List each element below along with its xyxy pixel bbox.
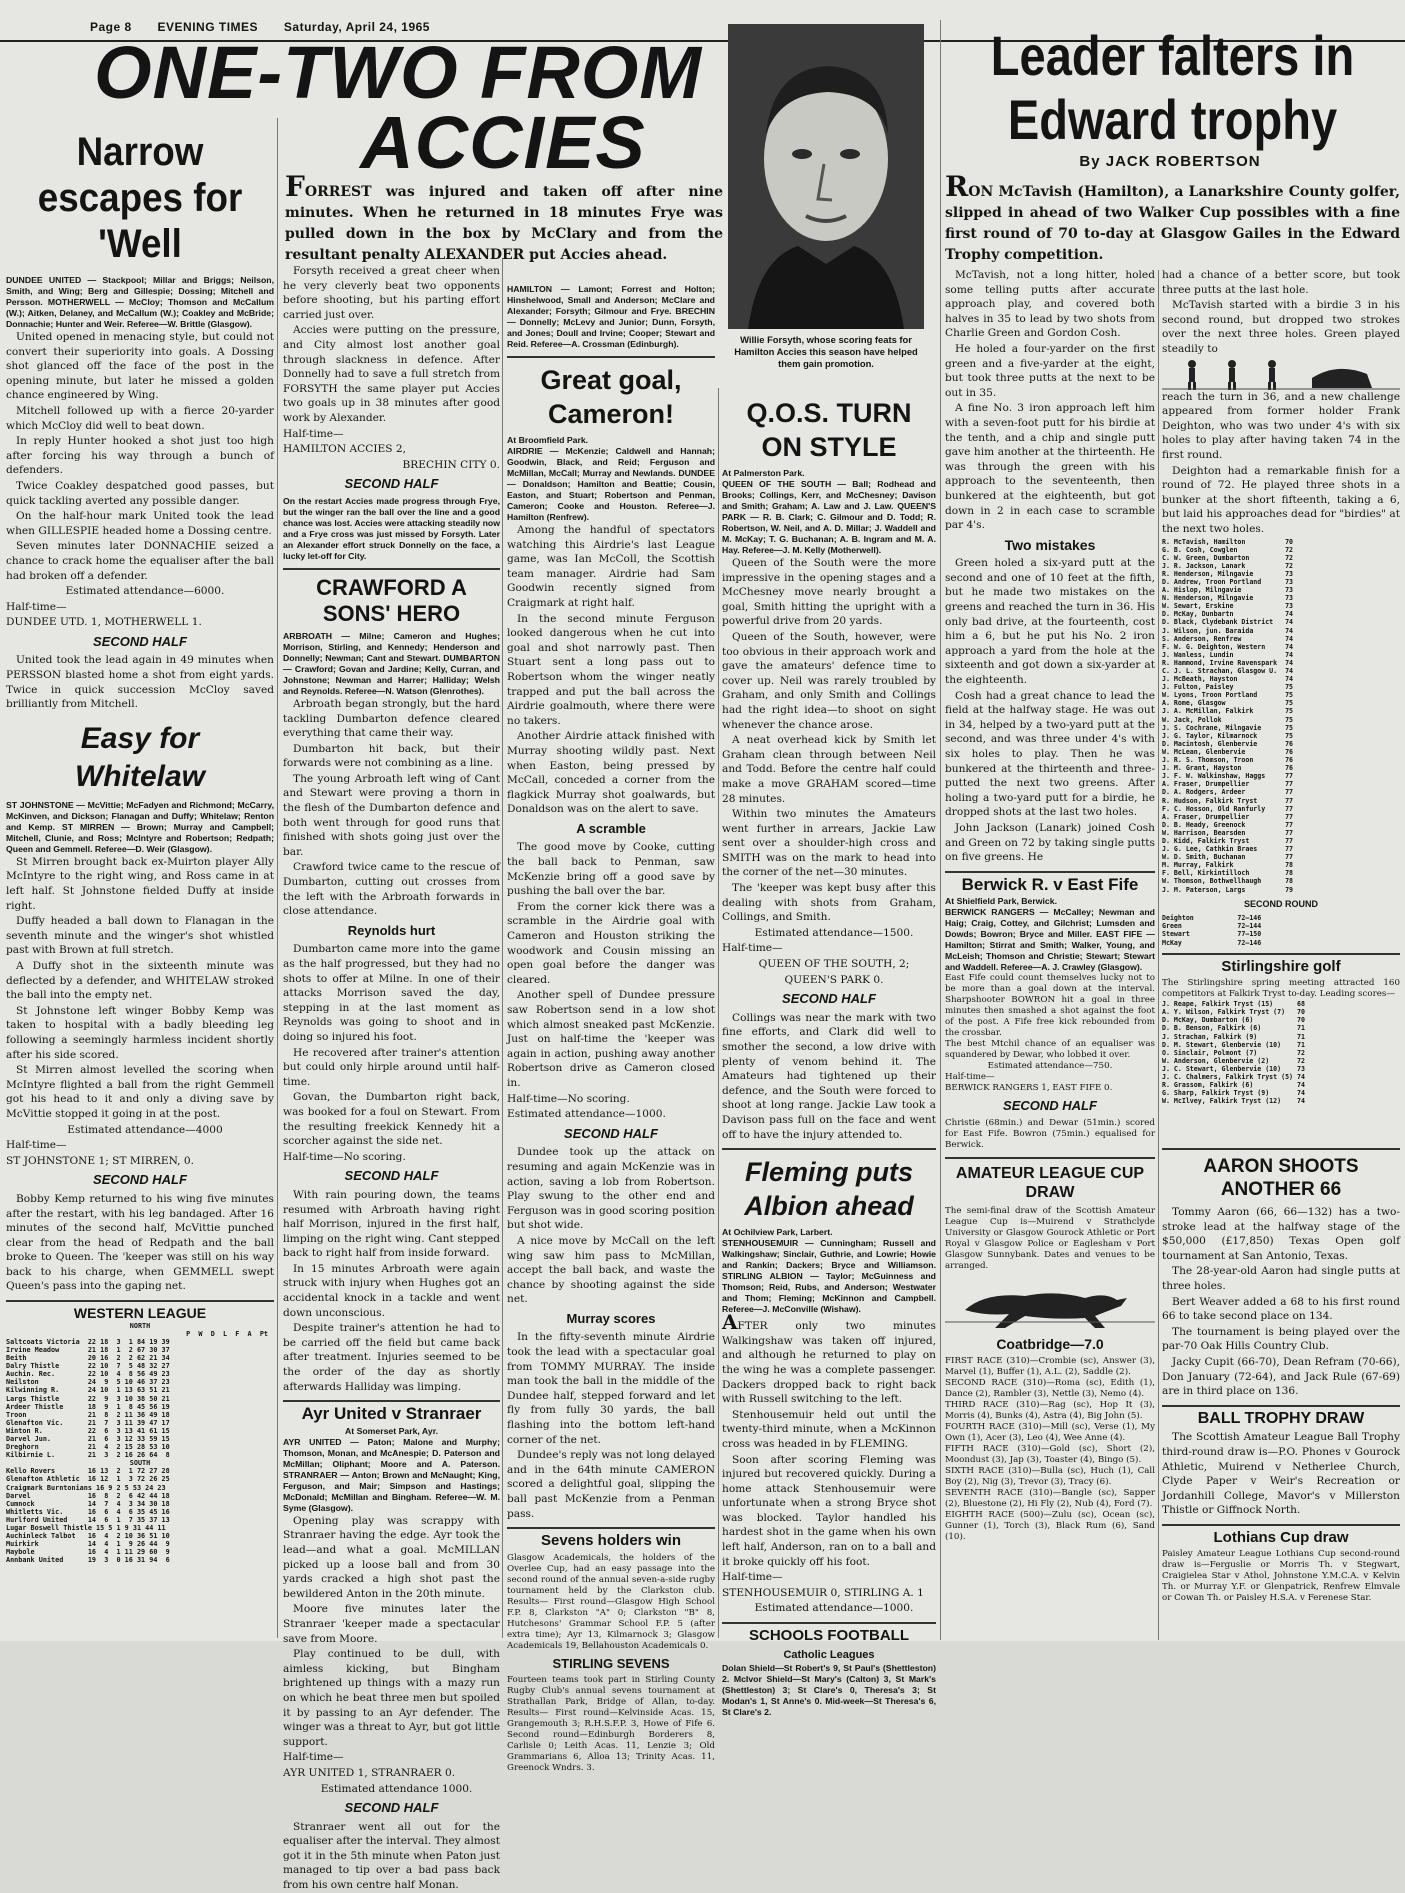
amateur-text: The semi-final draw of the Scottish Amateur League Cup is—Muirend v Strathclyde University or Glasgow Gourock Athletic or Port Royal v Glasgow Police or Eaglesham v Port Glasgow Sunnybank. Dates and venues to be arranged.	[945, 1205, 1155, 1271]
main-second-half-text: On the restart Accies made progress through Frye, but the winger ran the ball over the line and a good chance was lost. Accies were attacking steadily now and a Frye cross was just missed by Forsyth. Later an Alexander effort struck Donnelly on the face, a lucky let-off for City.	[283, 495, 500, 561]
berwick-para: The best Mtchil chance of an equaliser was squandered by Dewar, who lobbed it over.	[945, 1039, 1155, 1061]
ayr-attendance: Estimated attendance 1000.	[320, 1782, 473, 1795]
stirlingshire-rule	[1162, 953, 1400, 955]
crawford-para: Dumbarton came more into the game as the half progressed, but they had no shots to offer at Milne. In one of their attacks Morrison saved the day, stepping in at the last moment as Reynolds was going to shoot and in doing so injured his foot.	[283, 943, 500, 1043]
qos-headline-line-2: ON STYLE	[761, 432, 897, 462]
crawford-para: Despite trainer's attention he had to be carried off the field but came back after treatment. Injuries seemed to be the order of the day as shortly afterwards Halliday was limping.	[283, 1322, 500, 1393]
golf-para: Cosh had a great chance to lead the field at the halfway stage. He was out in 34, helped by a two-yard putt at the second, and was three under 4's with six holes to play. Then he was bunkered at the thirteenth and three-putted the next two greens. After holing a two-yard putt for a birdie, he dropped shots at the last two holes.	[945, 689, 1155, 819]
great-goal-para: In the second minute Ferguson looked dangerous when he cut into goal and shot narrowly past. Then Stuart sent a long pass out to Robertson whom the winger neatly trapped and put the ball across the Airdrie goalmouth, where there were no takers.	[507, 612, 715, 727]
golf-cont-para: McTavish started with a birdie 3 in his second round, but dropped two strokes over the next three holes. Green played steadily to	[1162, 299, 1400, 355]
golfers-illustration	[1162, 358, 1400, 390]
easy-headline-line-1: Easy for	[80, 721, 200, 755]
amateur-rule	[945, 1157, 1155, 1159]
schools-rule	[722, 1622, 936, 1624]
crawford-teams: ARBROATH — Milne; Cameron and Hughes; Morrison, Stirling, and Kennedy; Henderson and Donnelly; Newman; Cant and Stewart. DUMBARTON — Crawford; Govan and Jardine; Kelly, Curran, and Johnstone; Newman and Harrer; Halliday; Welsh and Reynolds. Referee—N. Watson (Glenrothes).	[283, 630, 500, 696]
fleming-teams: STENHOUSEMUIR — Cunningham; Russell and Walkingshaw; Sinclair, Guthrie, and Lowrie; Howie and Rankin; Dackers; Bryce and Williamson. STIRLING ALBION — Taylor; McGuinness and Thomson; Reid, Rubs, and Anderson; Westwater and Thom; Fleming; McKinnon and Campbell. Referee—J. McConville (Wishaw).	[722, 1238, 936, 1315]
easy-para: Bobby Kemp returned to his wing five minutes after the restart, with his leg bandaged. After 16 minutes of the second half, McVittie punched clear from the head of Redpath and the ball broke to Queen. The 'keeper was still on his way back to his charge, when GEMMELL swept Queen's pass into the gaping net.	[6, 1192, 274, 1293]
main-intro-drop-cap: F	[285, 170, 305, 203]
fleming-headline-line-1: Fleming puts	[745, 1157, 913, 1188]
great-goal-headline-line-2: Cameron!	[547, 399, 675, 429]
ayr-rule	[283, 1400, 500, 1402]
golf-intro	[945, 170, 1400, 266]
easy-para: St Mirren brought back ex-Muirton player Ally McIntyre to the right wing, and Ross came in at left half. St Johnstone fielded Duffy at inside right.	[6, 855, 274, 912]
main-intro	[285, 170, 723, 263]
greyhound-icon	[945, 1272, 1155, 1332]
great-goal-sub: A scramble	[576, 820, 646, 836]
crawford-halftime: Half-time—No scoring.	[283, 1150, 406, 1163]
second-round-title: SECOND ROUND	[1243, 898, 1318, 909]
easy-second-half: SECOND HALF	[93, 1172, 187, 1188]
crawford-sub: Reynolds hurt	[347, 922, 436, 938]
golf-para: John Jackson (Lanark) joined Cosh and Green on 72 by taking single putts on five greens. He	[945, 821, 1155, 864]
narrow-para: Mitchell followed up with a fierce 20-yarder which McCloy did well to beat down.	[6, 404, 274, 432]
golf-para: A fine No. 3 iron approach left him with a seven-foot putt for his birdie at the tenth, and a chip and single putt gave him another at the thirteenth. He was through the green with his approach to the seventeenth, then bunkered at the eighteenth, but got down in 2 in each case to scramble par 4's.	[945, 402, 1155, 532]
easy-teams: ST JOHNSTONE — McVittie; McFadyen and Richmond; McCarry, McKinven, and Dickson; Flanagan and Duffy; Whitelaw; Renton and Kemp. ST MIRREN — Brown; Murray and Campbell; Mitchell, Clunie, and Ross; McIntyre and Robertson; Redpath; Queen and Gemmell. Referee—D. Weir (Glasgow).	[6, 799, 274, 854]
great-goal-headline	[507, 363, 715, 431]
ayr-halftime: Half-time—	[283, 1751, 344, 1764]
golf-drop-cap: R	[945, 170, 969, 203]
sevens-headline: Sevens holders win	[540, 1532, 682, 1550]
column-rule	[718, 388, 719, 1638]
berwick-rule	[945, 871, 1155, 873]
narrow-para: On the half-hour mark United took the lead when GILLESPIE headed home a Dossing centre.	[6, 510, 274, 537]
sevens-text: Glasgow Academicals, the holders of the Overlee Cup, had an easy passage into the second round of the annual seven-a-side rugby tournament held by the Clarkston club. Results— First round—Glasgow High School F.P. 8, Clarkston "A" 0; Clarkston "B" 8, Hutchesons' Grammar School F.P. 5 (after extra time); Ayr 13, Kilmarnock 3; Glasgow Academicals 19, Bellahouston Academicals 0.	[507, 1552, 715, 1651]
fleming-attendance: Estimated attendance—1000.	[754, 1602, 914, 1615]
qos-para: Collings was near the mark with two fine efforts, and Clark did well to smother the second, a low drive with plenty of venom behind it. The Amateurs had tightened up their defence, and the South were forced to shoot at long range. Jackie Law took a Davison pass full on the face and went off to have the injury attended to.	[722, 1011, 936, 1141]
great-goal-sub: Murray scores	[566, 1310, 656, 1326]
qos-para: Queen of the South were the more impressive in the opening stages and a McChesney move nearly brought a goal, Smith hitting the upright with a powerful drive from 20 yards.	[722, 557, 936, 628]
easy-para: A Duffy shot in the sixteenth minute was deflected by a defender, and WHITELAW stroked the ball into the empty net.	[6, 960, 274, 1002]
aaron-para: Bert Weaver added a 68 to his first round 66 to take second place on 134.	[1162, 1295, 1400, 1323]
great-goal-second-half: SECOND HALF	[564, 1125, 658, 1141]
narrow-attendance: Estimated attendance—6000.	[65, 585, 225, 598]
narrow-para: United took the lead again in 49 minutes when PERSSON blasted home a shot from eight yards. Twice in quick succession McCloy saved brilliantly from Mitchell.	[6, 654, 274, 711]
great-goal-attendance: Estimated attendance—1000.	[507, 1108, 666, 1121]
main-score-1: HAMILTON ACCIES 2,	[283, 443, 406, 456]
great-goal-venue: At Broomfield Park.	[507, 435, 589, 445]
ayr-para: Play continued to be dull, with aimless kicking, but Bingham brightened up things with a mazy run on which he beat three men but spoiled it by passing to an Ayr defender. The winger was a threat to Ayr, but got little support.	[283, 1648, 500, 1748]
fleming-rule	[722, 1148, 936, 1150]
golf-intro-text: ON McTavish (Hamilton), a Lanarkshire County golfer, slipped in ahead of two Walker Cup possibles with a fine first round of 70 to-day at Glasgow Gailes in the Edward Trophy competition.	[945, 184, 1400, 263]
golf-headline-line-2: Edward trophy	[1007, 88, 1338, 151]
easy-para: St Johnstone left winger Bobby Kemp was taken to hospital with a badly bleeding leg following a seemingly harmless incident shortly after his side scored.	[6, 1004, 274, 1061]
golfers-icon	[1162, 358, 1400, 390]
ball-headline: BALL TROPHY DRAW	[1197, 1409, 1365, 1427]
column-rule	[940, 20, 941, 1640]
golf-headline-line-1: Leader falters in	[990, 24, 1355, 87]
main-second-half: SECOND HALF	[344, 476, 439, 492]
ayr-para: Stranraer went all out for the equaliser after the interval. They almost got it in the 5th minute when Paton just managed to tip over a bad pass back from his own centre half Monan.	[283, 1820, 500, 1892]
fleming-drop-cap: A	[722, 1310, 738, 1335]
golf-cont-para: had a chance of a better score, but took three putts at the last hole.	[1162, 269, 1400, 296]
byline: By JACK ROBERTSON	[1079, 153, 1261, 170]
ball-text: The Scottish Amateur League Ball Trophy third-round draw is—P.O. Phones v Gourock Athletic, Muirend v Netherlee Church, Clyde Paper v Weir's Recreation or Jordanhill College, Mavor's v Millerston Thistle or Giffnock North.	[1162, 1431, 1400, 1517]
golf-scores: R. McTavish, Hamilton 70 G. B. Cosh, Cowglen 72 C. W. Green, Dumbarton 72 J. R. Jackson, Lanark 72 R. Henderson, Milngavie 73 D. Andrew, Troon Portland 73 A. Hislop, Milngavie 73 N. Henderson, Milngavie 73 W. Sewart, Erskine 73 D. McKay, Dunbartn 74 D. Black, Clydebank District 74 J. Wilson, jun. Baraida 74 S. Anderson, Renfrew 74 F. W. G. Deighton, Western 74 J. Wanless, Lundin 74 R. Hammond, Irvine Ravenspark 74 C. J. L. Strachan, Glasgow U. 74 J. McBeath, Hayston 74 J. Fulton, Paisley 75 W. Lyons, Troon Portland 75 A. Rome, Glasgow 75 J. A. McMillan, Falkirk 75 W. Jack, Pollok 75 J. S. Cochrane, Milngavie 75 J. G. Taylor, Kilmarnock 75 D. Macintosh, Glenbervie 76 W. McLean, Glenbervie 76 J. R. S. Thomson, Troon 76 J. M. Grant, Hayston 76 J. F. W. Walkinshaw, Haggs 77 A. Fraser, Drumpellier 77 D. A. Rodgers, Ardeer 77 R. Hudson, Falkirk Tryst 77 F. C. Hosson, Old Ranfurly 77 A. Fraser, Drumpellier 77 D. B. Heady, Greenock 77 W. Harrison, Bearsden 77 D. Kidd, Falkirk Tryst 77 J. G. Lee, Cathkin Braes 77 W. D. Smith, Buchanan 77 M. Murray, Falkirk 78 F. Bell, Kirkintilloch 78 W. Thomson, Bothwellhaugh 78 J. M. Paterson, Largs 79	[1162, 537, 1294, 894]
column-6-lower	[1162, 1148, 1400, 1638]
fleming-venue: At Ochilview Park, Larbert.	[722, 1227, 833, 1238]
stirlingshire-headline: Stirlingshire golf	[1221, 957, 1341, 975]
qos-para: A neat overhead kick by Smith let Graham clean through between Neil and Todd. Before the centre half could make a move GRAHAM scored—time 28 minutes.	[722, 734, 936, 805]
column-2-body	[283, 264, 500, 1892]
great-goal-para: From the corner kick there was a scramble in the Airdrie goal with Cameron and Houston striking the woodwork and Cousin missing an open goal before the danger was cleared.	[507, 900, 715, 986]
easy-headline	[6, 720, 274, 796]
narrow-para: United opened in menacing style, but could not convert their superiority into goals. A Dossing shot glanced off the face of the post in the opening minute, but later he missed a golden chance engineered by Wing.	[6, 331, 274, 402]
golf-cont-para: Deighton had a remarkable finish for a round of 72. He played three shots in a bunker at the short fifteenth, taking a 6, but laid his approaches dead for "birdies" at the next two holes.	[1162, 464, 1400, 535]
qos-headline-line-1: Q.O.S. TURN	[746, 398, 912, 428]
fleming-para: Stenhousemuir held out until the twenty-third minute, when a McKinnon cross was headed in by FLEMING.	[722, 1408, 936, 1450]
greyhound-illustration	[945, 1272, 1155, 1332]
main-teams: HAMILTON — Lamont; Forrest and Holton; Hinshelwood, Small and Anderson; McClare and Alexander; Forsyth; Gilmour and Frye. BRECHIN — Donnelly; McLevy and Junior; Dunn, Forsyth, and Jones; Doull and Irvine; Cooper; Stewart and Reid. Referee—A. Crossman (Edinburgh).	[507, 284, 715, 349]
main-headline-line-1: ONE-TWO FROM	[93, 31, 702, 114]
golf-para: He holed a four-yarder on the first green and a five-yarder at the eight, but took three putts at the next to be out in 35.	[945, 342, 1155, 399]
western-north-table: Saltcoats Victoria 22 18 3 1 84 19 39 Irvine Meadow 21 18 1 2 67 30 37 Beith 20 16 2 2 62 21 34 Dalry Thistle 22 10 7 5 48 32 27 Auchin. Rec. 22 10 4 8 56 49 23 Neilston 24 9 5 10 46 37 23 Kilwinning R. 24 10 1 13 63 51 21 Largs Thistle 22 9 3 10 38 50 21 Ardeer Thistle 18 9 1 8 45 56 19 Troon 21 8 2 11 36 49 18 Glenafton Vic. 21 7 3 11 39 47 17 Winton R. 22 6 3 13 41 61 15 Darvel Jun. 21 6 3 12 33 59 15 Dreghorn 21 4 2 15 28 53 10 Kilbirnie L. 21 3 2 16 26 64 8	[6, 1337, 170, 1460]
crawford-para: Govan, the Dumbarton right back, was booked for a foul on Stewart. From the resulting freekick Kennedy hit a scorcher against the side net.	[283, 1091, 500, 1148]
crawford-para: Arbroath began strongly, but the hard tackling Dumbarton defence cleared everything that came their way.	[283, 697, 500, 740]
portrait-image	[728, 24, 924, 329]
qos-score-1: QUEEN OF THE SOUTH, 2;	[758, 958, 910, 971]
stirling-sevens-text: Fourteen teams took part in Stirling County Rugby Club's annual sevens tournament at Strathallan Park, Bridge of Allan, to-day. Results— First round—Kelvinside Acas. 15, Grangemouth 3; R.H.S.F.P. 3, Howe of Fife 6. Second round—Edinburgh Borderers 8, Carlisle 0; Leith Acas. 11, Lenzie 3; Old Grammarians 6, Alloa 13; Trinity Acas. 11, Greenock Wndrs. 3.	[507, 1675, 715, 1774]
column-3	[507, 284, 715, 1774]
narrow-para: Seven minutes later DONNACHIE seized a chance to crack home the equaliser after the ball had broken off a defender.	[6, 540, 274, 582]
western-rule	[6, 1300, 274, 1302]
easy-attendance: Estimated attendance—4000	[67, 1123, 223, 1136]
lothians-headline: Lothians Cup draw	[1213, 1528, 1349, 1546]
great-goal-para: A nice move by McCall on the left wing saw him pass to McMillan, accept the ball back, and waste the chance by shooting against the side net.	[507, 1234, 715, 1306]
berwick-second-half: SECOND HALF	[1003, 1098, 1097, 1114]
main-para: Accies were putting on the pressure, and City almost lost another goal through slackness in defence. After Donnelly had to save a full stretch from FORSYTH the same player put Accies two goals up in 38 minutes after good work by Alexander.	[283, 324, 500, 424]
fleming-para: Soon after scoring Fleming was injured but recovered quickly. During a home attack Stenhousemuir were unfortunate when a strong Bryce shot was blocked. Taylor handled his hardest shot in the game when his own left half, Anderson, ran on to a ball and it broke quickly off his foot.	[722, 1453, 936, 1568]
ayr-teams: AYR UNITED — Paton; Malone and Murphy; Thomson, Monan, and McAnespie; D. Paterson and McMillan; Oliphant; Moore and A. Paterson. STRANRAER — Anton; Brown and McNaught; King, Ferguson, and Mair; Simpson and Hastings; McDonald; McMillan and Bingham. Referee—W. M. Syme (Glasgow).	[283, 1436, 500, 1513]
aaron-para: The 28-year-old Aaron had single putts at three holes.	[1162, 1265, 1400, 1292]
player-photo	[728, 24, 924, 329]
berwick-para: East Fife could count themselves lucky not to be more than a goal down at the interval. Sharpshooter BOWRON hit a goal in three minutes then smashed a shot against the foot of the post. A Fife free kick rebounded from the crossbar.	[945, 973, 1155, 1039]
aaron-para: Jacky Cupit (66-70), Dean Refram (70-66), Don January (72-64), and Jack Rule (67-69) are in third place on 136.	[1162, 1355, 1400, 1398]
narrow-second-half: SECOND HALF	[93, 633, 187, 649]
western-north-label: NORTH	[129, 1321, 151, 1330]
amateur-headline: AMATEUR LEAGUE CUP DRAW	[955, 1164, 1145, 1201]
western-cols: P W D L F A Pt	[186, 1329, 268, 1338]
column-5	[945, 268, 1155, 1638]
crawford-headline: CRAWFORD A SONS' HERO	[316, 574, 467, 626]
qos-score-2: QUEEN'S PARK 0.	[784, 973, 884, 986]
schools-headline: SCHOOLS FOOTBALL	[749, 1627, 909, 1645]
column-1	[6, 118, 274, 1638]
berwick-second-half-text: Christie (68min.) and Dewar (51min.) scored for East Fife. Bowron (75min.) equalised for Berwick.	[945, 1117, 1155, 1150]
stirlingshire-text: The Stirlingshire spring meeting attracted 160 competitors at Falkirk Tryst to-day. Leading scores—	[1162, 978, 1400, 1000]
great-goal-para: Among the handful of spectators watching this Airdrie's last League game, was Ian McColl, the Scottish team manager. Airdrie had Sam Goodwin recently signed from Craigmark at right half.	[507, 524, 715, 609]
fleming-para	[722, 1310, 936, 1407]
schools-sub: Catholic Leagues	[783, 1648, 875, 1661]
crawford-para: Crawford twice came to the rescue of Dumbarton, cutting out crosses from the left with the Arbroath forwards in close attendance.	[283, 861, 500, 918]
main-halftime: Half-time—	[283, 427, 344, 440]
coatbridge-headline: Coatbridge—7.0	[996, 1335, 1104, 1352]
main-intro-text: ORREST was injured and taken off after nine minutes. When he returned in 18 minutes Frye was pulled down in the box by McClary and from the resultant penalty ALEXANDER put Accies ahead.	[285, 184, 723, 263]
ayr-para: Opening play was scrappy with Stranraer having the edge. Ayr took the lead—and what a goal. McMILLAN picked up a loose ball and from 30 yards cracked a high shot past the bewildered Anton in the 20th minute.	[283, 1514, 500, 1600]
fleming-halftime: Half-time—	[722, 1571, 783, 1584]
berwick-teams: BERWICK RANGERS — McCalley; Newman and Haig; Craig, Cottey, and Gilchrist; Lumsden and Dowds; Bowron; Bryce and Miller. EAST FIFE — Hamilton; Stirrat and Smith; Walker, Young, and McLeish; Thomson and Christie; Stewart; Stewart and Waddell. Referee—A. J. Crawley (Glasgow).	[945, 907, 1155, 973]
sevens-rule	[507, 1527, 715, 1529]
great-goal-para: Dundee took up the attack on resuming and again McKenzie was in action, saving a lob from Robertson. Play swung to the other end and Ferguson was in good scoring position but shot wide.	[507, 1146, 715, 1232]
narrow-para: Twice Coakley despatched good passes, but quick tackling averted any possible danger.	[6, 479, 274, 507]
golf-para: Green holed a six-yard putt at the second and one of 10 feet at the fifth, but he made two mistakes on the greens and reached the turn in 36. His only bad drive, at the fourteenth, cost him a 6, but he put his No. 2 iron approach a yard from the hole at the sixteenth and got down a six-yarder at the eighteenth.	[945, 557, 1155, 687]
ayr-headline: Ayr United v Stranraer	[301, 1404, 482, 1424]
stirling-sevens-headline: STIRLING SEVENS	[552, 1655, 670, 1671]
qos-para: The 'keeper was kept busy after this dealing with shots from Graham, Collings, and Smith.	[722, 882, 936, 924]
berwick-venue: At Shielfield Park, Berwick.	[945, 896, 1058, 907]
narrow-score: DUNDEE UTD. 1, MOTHERWELL 1.	[6, 616, 202, 629]
golf-sub: Two mistakes	[1004, 536, 1096, 553]
great-goal-teams: AIRDRIE — McKenzie; Caldwell and Hannah; Goodwin, Black, and Reid; Ferguson and McMillan, McCall; Murray and Newlands. DUNDEE — Donaldson; Hamilton and Beattie; Cousin, Easton, and Stuart; Robertson and Penman, Cameron; Cooke and Houston. Referee—J. Hamilton (Renfrew).	[507, 446, 715, 522]
narrow-halftime: Half-time—	[6, 600, 67, 613]
crawford-second-half: SECOND HALF	[344, 1168, 439, 1184]
crawford-para: With rain pouring down, the teams resumed with Arbroath having right half Morrison, injured in the first half, limping on the right wing. Cant stepped back to right half from inside forward.	[283, 1188, 500, 1260]
great-goal-rule	[507, 356, 715, 358]
column-rule	[1158, 270, 1159, 1640]
coatbridge-races: FIRST RACE (310)—Crombie (sc), Answer (3), Marvel (1), Buffer (1), A.L. (2), Saddle (2). SECOND RACE (310)—Roma (sc), Edith (1), Dance (2), Rambler (3), Nettle (3), Nemo (4). THIRD RACE (310)—Rag (sc), Hop It (3), Morris (4), Bunks (4), Astra (4), Big John (5). FOURTH RACE (310)—Mill (sc), Verse (1), My Own (1), Acer (3), Leo (4), Wee Anne (4). FIFTH RACE (310)—Gold (sc), Short (2), Moondust (3), Jap (3), Toaster (4), Bingo (5). SIXTH RACE (310)—Bulla (sc), Huch (1), Call Boy (2), Nig (3), Trevor (3), Tracy (6). SEVENTH RACE (310)—Bangle (sc), Sapper (2), Bluestone (2), Hi Fly (2), Nub (4), Ford (7). EIGHTH RACE (500)—Zulu (sc), Ocean (sc), Gunner (1), Torch (3), Black Rum (6), Sand (10).	[945, 1355, 1155, 1542]
main-score-2: BRECHIN CITY 0.	[402, 458, 500, 471]
column-rule	[277, 118, 278, 1638]
qos-headline	[722, 396, 936, 464]
crawford-para: Dumbarton hit back, but their forwards were not combining as a line.	[283, 742, 500, 770]
main-headline-line-2: ACCIES	[360, 101, 646, 184]
fleming-headline	[722, 1155, 936, 1223]
aaron-para: Tommy Aaron (66, 66—132) has a two-stroke lead at the halfway stage of the $50,000 (£17,850) Texas Open golf tournament at San Antonio, Texas.	[1162, 1206, 1400, 1262]
great-goal-para: Another spell of Dundee pressure saw Robertson send in a low shot which almost sneaked past McKenzie. Just on half-time the 'keeper was again in action, pushing away another Robertson drive as Cameron closed in.	[507, 989, 715, 1089]
fleming-headline-line-2: Albion ahead	[744, 1191, 914, 1222]
great-goal-headline-line-1: Great goal,	[540, 365, 682, 395]
qos-para: Queen of the South, however, were too obvious in their approach work and gave the amateurs' defence time to cover up. Neil was rarely troubled by Graham, and only Smith and Collings had the right idea—to shoot on sight whenever the chance arose.	[722, 630, 936, 731]
western-south-label: SOUTH	[129, 1459, 151, 1468]
berwick-score: BERWICK RANGERS 1, EAST FIFE 0.	[945, 1083, 1113, 1094]
crawford-para: He recovered after trainer's attention but could only hirple around until half-time.	[283, 1046, 500, 1088]
narrow-teams: DUNDEE UNITED — Stackpool; Millar and Briggs; Neilson, Smith, and Wing; Berg and Gillespie; Dossing; Mitchell and Persson. MOTHERWELL — McCloy; Thomson and McCallum (W.); Aitken, Delaney, and McCallum (W.); Coakley and McBride; Donnachie; Hunter and Weir. Referee—W. Brittle (Glasgow).	[6, 275, 274, 329]
main-para: Forsyth received a great cheer when he very cleverly beat two opponents before shooting, but his parting effort carried just over.	[283, 265, 500, 321]
berwick-halftime: Half-time—	[945, 1072, 995, 1083]
crawford-para: The young Arbroath left wing of Cant and Stewart were proving a thorn in the flesh of the Dumbarton defence and both went through for good runs that finished with shots going just over the bar.	[283, 772, 500, 858]
schools-text: Dolan Shield—St Robert's 9, St Paul's (Shettleston) 2. McIvor Shield—St Mary's (Calton) 3, St Mark's (Shettleston) 3; St Clare's 0, Theresa's 3; St Modan's 1, St Anne's 0. Mid-week—St Theresa's 6, St Clare's 2.	[722, 1663, 936, 1718]
issue-date: Saturday, April 24, 1965	[283, 20, 430, 34]
column-rule	[502, 258, 503, 1638]
qos-teams: QUEEN OF THE SOUTH — Ball; Rodhead and Brooks; Collings, Kerr, and McChesney; Davison and Smith; Graham; A. Law and J. Law. QUEEN'S PARK — R. B. Clark; C. Gilmour and D. Todd; R. Robertson, W. Neil, and A. D. Millar; J. Waddell and M. McKay; T. G. Buchanan; A. B. Ingram and M. A. Hay. Referee—J. M. Kelly (Motherwell).	[722, 479, 936, 555]
stirlingshire-scores: J. Reape, Falkirk Tryst (15) 68 A. Y. Wilson, Falkirk Tryst (7) 70 D. McKay, Dumbarton (6) 70 D. B. Benson, Falkirk (6) 71 J. Strachan, Falkirk (9) 71 D. M. Stewart, Glenbervie (10) 71 O. Sinclair, Polmont (7) 72 W. Anderson, Glenbervie (2) 72 J. C. Stewart, Glenbervie (10) 73 J. C. Chalmers, Falkirk Tryst (5) 74 R. Grassom, Falkirk (6) 74 G. Sharp, Falkirk Tryst (9) 74 W. McIlvey, Falkirk Tryst (12) 74	[1162, 1000, 1305, 1106]
western-title: WESTERN LEAGUE	[73, 1305, 207, 1322]
great-goal-para: Dundee's reply was not long delayed and in the 64th minute CAMERON scored a delightful goal, slipping the ball past McKenzie from a Penman pass.	[507, 1449, 715, 1520]
easy-score: ST JOHNSTONE 1; ST MIRREN, 0.	[6, 1154, 195, 1167]
qos-venue: At Palmerston Park.	[722, 468, 805, 478]
second-round-scores: Deighton 72—146 Green 72—144 Stewart 77—150 McKay 72—146	[1162, 914, 1262, 947]
aaron-headline: AARON SHOOTS ANOTHER 66	[1203, 1156, 1359, 1200]
fleming-para-text: FTER only two minutes Walkingshaw was taken off injured, and although he returned to play on the wing he was a complete passenger. Dackers dropped back to right back with Russell switching to the left.	[722, 1320, 936, 1406]
easy-halftime: Half-time—	[6, 1139, 67, 1152]
ayr-venue: At Somerset Park, Ayr.	[344, 1425, 439, 1436]
western-south-table: Kello Rovers 16 13 2 1 72 27 28 Glenafton Athletic 16 12 1 3 72 26 25 Craigmark Burntonians 16 9 2 5 53 24 23 Darvel 16 8 2 6 42 44 18 Cumnock 14 7 4 3 34 30 18 Whitletts Vic. 16 6 4 6 35 45 16 Hurlford United 14 6 1 7 35 37 13 Lugar Boswell Thistle 15 5 1 9 31 44 11 Auchinleck Talbot 16 4 2 10 36 51 10 Muirkirk 14 4 1 9 26 44 9 Maybole 16 4 1 11 29 60 9 Annbank United 19 3 0 16 31 94 6	[6, 1467, 170, 1565]
great-goal-para: Another Airdrie attack finished with Murray shooting wildly past. Next when Easton, being pressed by McCall, conceded a corner from the flagkick Murray shot goalwards, but Donaldson was on the alert to save.	[507, 730, 715, 816]
great-goal-para: In the fifty-seventh minute Airdrie took the lead with a spectacular goal from TOMMY MURRAY. The inside man took the ball in the middle of the Dundee half, stepped forward and let fly from fully 30 yards, the ball flashing into the bottom left-hand corner of the net.	[507, 1331, 715, 1446]
berwick-attendance: Estimated attendance—750.	[987, 1061, 1113, 1072]
aaron-rule	[1162, 1148, 1400, 1150]
paper-name: EVENING TIMES	[157, 20, 259, 34]
page-number: Page 8	[90, 20, 132, 34]
great-goal-halftime: Half-time—No scoring.	[507, 1092, 630, 1105]
lothians-text: Paisley Amateur League Lothians Cup second-round draw is—Ferguslie or Morris Th. v Stegwart, Craigielea Star v Athol, Johnstone Y.M.C.A. v Kelvin Th. or Murray Y.F. or Glenpatrick, Renfrew Elmvale or Cowan Th. or Paisley H.S.A. v Ferenese Star.	[1162, 1549, 1400, 1604]
qos-halftime: Half-time—	[722, 942, 783, 955]
crawford-rule	[283, 568, 500, 570]
great-goal-para: The good move by Cooke, cutting the ball back to Penman, saw McKenzie bring off a good save by pushing the ball over the bar.	[507, 841, 715, 898]
lothians-rule	[1162, 1524, 1400, 1526]
golf-headline	[981, 24, 1363, 164]
golf-cont-para: reach the turn in 36, and a new challenge appeared from former holder Frank Deighton, who was two under 4's with six holes to play after having taken 74 in the first round.	[1162, 390, 1400, 461]
ayr-score: AYR UNITED 1, STRANRAER 0.	[283, 1766, 456, 1779]
ball-rule	[1162, 1405, 1400, 1407]
qos-para: Within two minutes the Amateurs went further in arrears, Jackie Law sent over a shoulder-high cross and SMITH was on the mark to head into the corner of the net—30 minutes.	[722, 808, 936, 879]
fleming-score: STENHOUSEMUIR 0, STIRLING A. 1	[722, 1586, 924, 1599]
easy-headline-line-2: Whitelaw	[74, 759, 205, 793]
golf-para: McTavish, not a long hitter, holed some telling putts after accurate approach play, and covered both halves in 35 to lead by two shots from Charlie Green and Gordon Cosh.	[945, 269, 1155, 340]
ayr-second-half: SECOND HALF	[344, 1800, 439, 1816]
easy-para: St Mirren almost levelled the scoring when McIntyre flighted a ball from the right Gemmell got his head to it and only a diving save by McVittie stopped it going in at the post.	[6, 1064, 274, 1120]
column-4	[722, 392, 936, 1718]
aaron-para: The tournament is being played over the par-70 Oak Hills Country Club.	[1162, 1325, 1400, 1353]
crawford-para: In 15 minutes Arbroath were again struck with injury when Hughes got an accidental knock in a tackle and went down unconscious.	[283, 1262, 500, 1319]
photo-caption: Willie Forsyth, whose scoring feats for Hamilton Accies this season have helped them gain promotion.	[734, 334, 918, 369]
narrow-para: In reply Hunter hooked a shot just too high after forcing his way through a bunch of defenders.	[6, 435, 274, 477]
ayr-para: Moore five minutes later the Stranraer 'keeper made a spectacular save from Moore.	[283, 1603, 500, 1645]
berwick-headline: Berwick R. v East Fife	[961, 874, 1139, 894]
easy-para: Duffy headed a ball down to Flanagan in the seventh minute and the winger's shot whistled past with Brown at full stretch.	[6, 915, 274, 957]
narrow-headline: Narrow escapes for 'Well	[37, 130, 243, 266]
qos-attendance: Estimated attendance—1500.	[754, 926, 914, 939]
qos-second-half: SECOND HALF	[782, 991, 876, 1007]
